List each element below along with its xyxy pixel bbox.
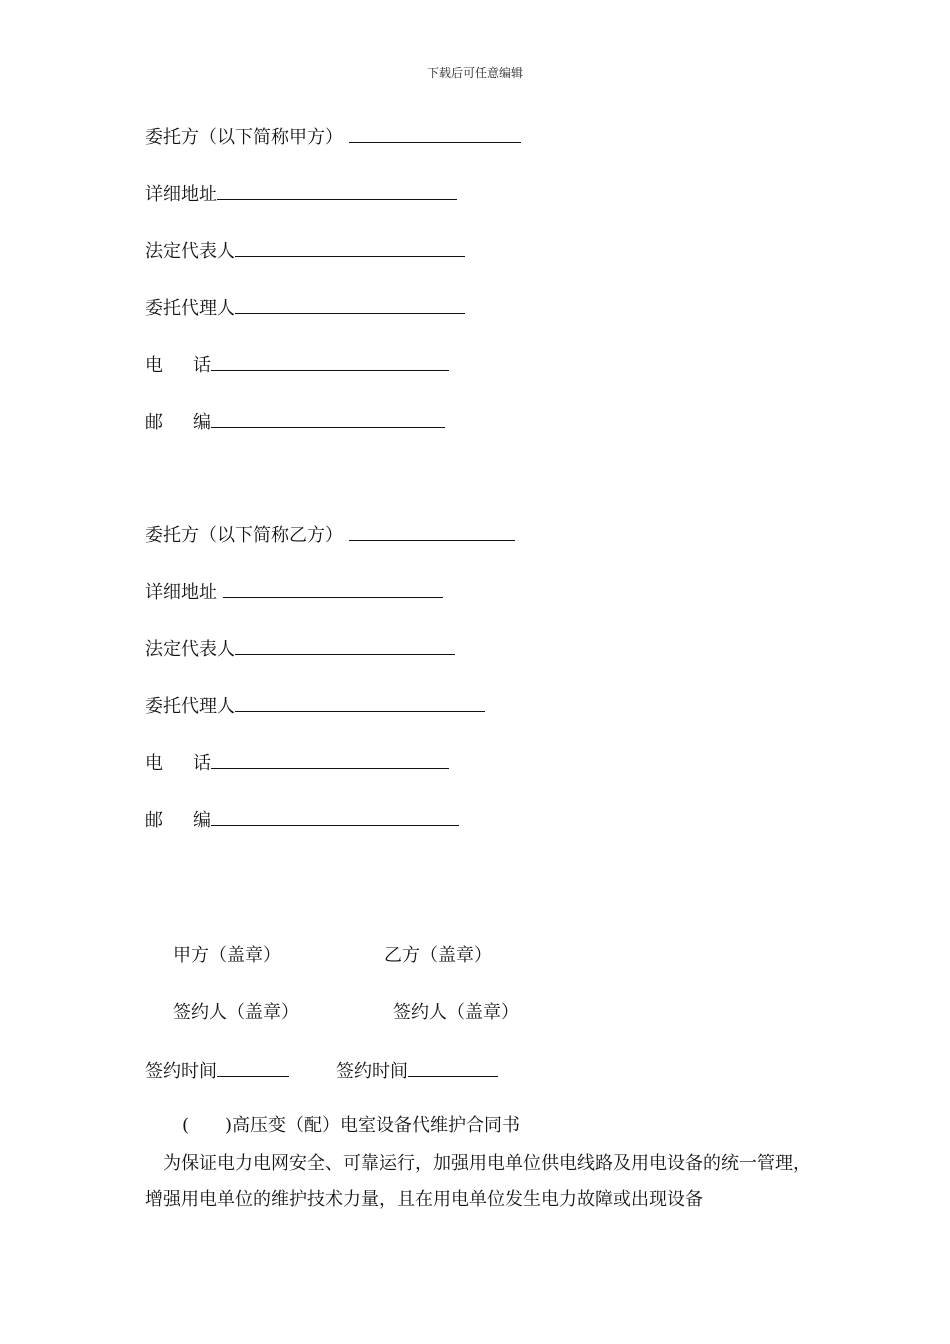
contract-title: ( )高压变（配）电室设备代维护合同书: [182, 1115, 521, 1136]
party-a-agent-label: 委托代理人: [145, 298, 235, 319]
sign-time-b-label: 签约时间: [336, 1061, 408, 1082]
signer-a-seal: 签约人（盖章）: [173, 1002, 299, 1023]
party-a-address-blank[interactable]: [217, 181, 457, 200]
party-b-name-label: 委托方（以下简称乙方）: [145, 525, 343, 546]
party-b-agent-blank[interactable]: [235, 693, 485, 712]
sign-time-a-label: 签约时间: [145, 1061, 217, 1082]
signer-b-seal: 签约人（盖章）: [393, 1002, 519, 1023]
party-a-postcode-blank[interactable]: [211, 409, 445, 428]
party-b-name-blank[interactable]: [349, 522, 515, 541]
party-b-legal-rep-label: 法定代表人: [145, 639, 235, 660]
party-b-name-row: [145, 522, 515, 548]
party-b-postcode-row: [145, 807, 459, 833]
party-b-address-row: [145, 579, 443, 605]
party-a-seal: 甲方（盖章）: [173, 945, 281, 966]
party-b-postcode-label-2: 编: [193, 810, 211, 831]
party-b-legal-rep-row: [145, 636, 455, 662]
party-b-phone-label-2: 话: [193, 753, 211, 774]
sign-time-a-blank[interactable]: [217, 1058, 289, 1077]
party-b-address-blank[interactable]: [223, 579, 443, 598]
sign-time-b-row: [336, 1058, 498, 1084]
sign-time-b-blank[interactable]: [408, 1058, 498, 1077]
sign-time-a-row: [145, 1058, 289, 1084]
party-b-seal: 乙方（盖章）: [384, 945, 492, 966]
party-a-agent-blank[interactable]: [235, 295, 465, 314]
party-a-legal-rep-row: [145, 238, 465, 264]
party-a-name-row: [145, 124, 521, 150]
party-b-agent-label: 委托代理人: [145, 696, 235, 717]
party-a-legal-rep-blank[interactable]: [235, 238, 465, 257]
party-b-phone-label-1: 电: [145, 753, 163, 774]
party-a-address-label: 详细地址: [145, 184, 217, 205]
party-a-legal-rep-label: 法定代表人: [145, 241, 235, 262]
page-header: 下载后可任意编辑: [426, 66, 523, 80]
party-b-legal-rep-blank[interactable]: [235, 636, 455, 655]
party-a-postcode-label-2: 编: [193, 412, 211, 433]
party-b-phone-row: [145, 750, 449, 776]
party-a-postcode-row: [145, 409, 445, 435]
party-a-address-row: [145, 181, 457, 207]
party-a-agent-row: [145, 295, 465, 321]
party-b-postcode-blank[interactable]: [211, 807, 459, 826]
party-a-phone-blank[interactable]: [211, 352, 449, 371]
party-b-phone-blank[interactable]: [211, 750, 449, 769]
party-a-name-label: 委托方（以下简称甲方）: [145, 127, 343, 148]
party-a-phone-row: [145, 352, 449, 378]
party-b-address-label: 详细地址: [145, 582, 217, 603]
party-a-phone-label-2: 话: [193, 355, 211, 376]
party-b-postcode-label-1: 邮: [145, 810, 163, 831]
contract-paragraph: 为保证电力电网安全、可靠运行，加强用电单位供电线路及用电设备的统一管理，增强用电单位的维护技术力量，且在用电单位发生电力故障或出现设备: [145, 1153, 811, 1210]
party-a-name-blank[interactable]: [349, 124, 521, 143]
party-a-phone-label-1: 电: [145, 355, 163, 376]
party-b-agent-row: [145, 693, 485, 719]
party-a-postcode-label-1: 邮: [145, 412, 163, 433]
